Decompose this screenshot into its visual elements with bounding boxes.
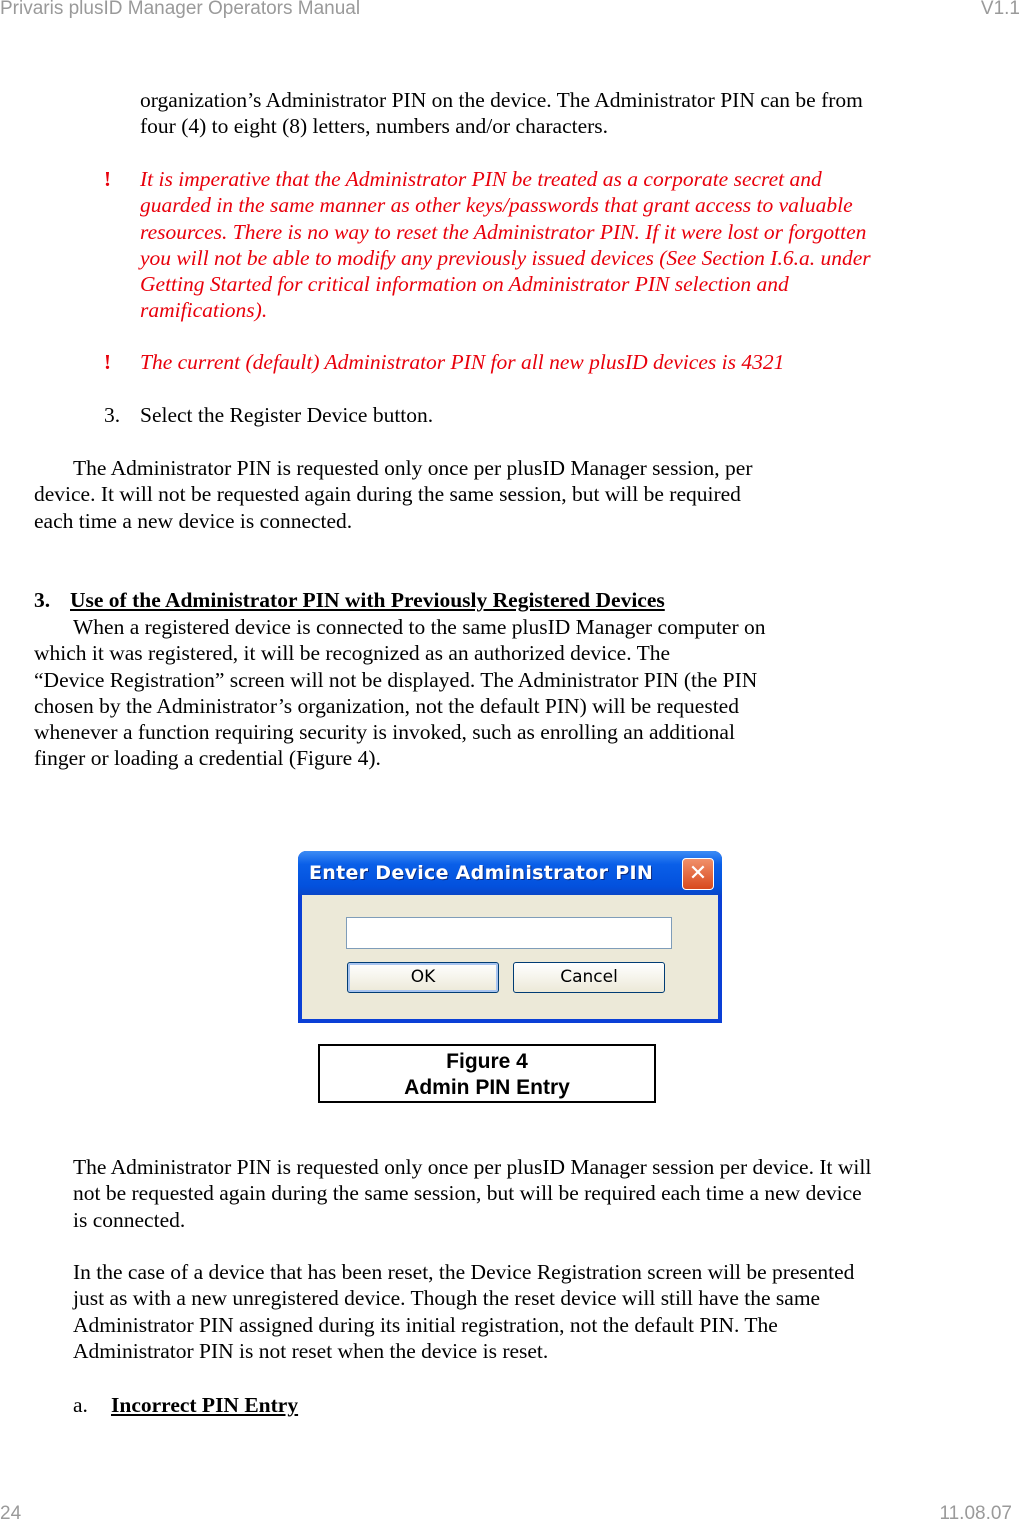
footer-date: 11.08.07: [939, 1503, 1012, 1521]
text-line: ramifications).: [140, 298, 268, 323]
ok-button[interactable]: OK: [347, 962, 499, 993]
warning-icon: !: [104, 167, 111, 191]
paragraph-registered-devices: [34, 614, 766, 772]
text-line: Administrator PIN assigned during its initial registration, not the default PIN. The: [73, 1312, 778, 1337]
text-line: each time a new device is connected.: [34, 508, 353, 533]
step-text: Select the Register Device button.: [140, 403, 434, 427]
page-number: 24: [0, 1503, 22, 1521]
text-line: whenever a function requiring security is invoked, such as enrolling an additional: [34, 720, 735, 745]
text-line: finger or loading a credential (Figure 4).: [34, 746, 381, 771]
text-line: organization’s Administrator PIN on the device. The Administrator PIN can be from: [140, 88, 863, 112]
paragraph-pin-length: [140, 87, 863, 140]
text-line: which it was registered, it will be recognized as an authorized device. The: [34, 641, 671, 666]
cancel-button[interactable]: Cancel: [513, 962, 665, 993]
text-line: In the case of a device that has been reset, the Device Registration screen will be presented: [73, 1260, 855, 1284]
text-line: “Device Registration” screen will not be displayed. The Administrator PIN (the PIN: [34, 667, 758, 692]
dialog-titlebar[interactable]: [298, 851, 722, 895]
pin-input[interactable]: [346, 917, 672, 949]
paragraph-reset-device: [73, 1259, 854, 1364]
section-heading: Use of the Administrator PIN with Previously Registered Devices: [70, 588, 665, 612]
text-line: device. It will not be requested again during the same session, but will be required: [34, 482, 741, 507]
dialog-title: Enter Device Administrator PIN: [309, 862, 654, 884]
text-line: not be requested again during the same session, but will be required each time a new device: [73, 1181, 862, 1206]
dialog-body: [302, 895, 718, 1019]
warning-default-pin: [140, 349, 784, 375]
text-line: Getting Started for critical information on Administrator PIN selection and: [140, 272, 789, 297]
figure-title: Admin PIN Entry: [404, 1076, 570, 1099]
figure-number: Figure 4: [446, 1050, 528, 1073]
admin-pin-dialog: [298, 851, 722, 1023]
text-line: The current (default) Administrator PIN for all new plusID devices is 4321: [140, 350, 785, 374]
warning-pin-secret: [140, 166, 871, 324]
text-line: just as with a new unregistered device. Though the reset device will still have the same: [73, 1286, 821, 1311]
text-line: is connected.: [73, 1207, 186, 1232]
text-line: It is imperative that the Administrator PIN be treated as a corporate secret and: [140, 167, 822, 191]
text-line: four (4) to eight (8) letters, numbers and/or characters.: [140, 114, 609, 139]
text-line: The Administrator PIN is requested only once per plusID Manager session per device. It will: [73, 1155, 872, 1179]
step-number: 3.: [104, 403, 121, 427]
subsection-letter: a.: [73, 1393, 88, 1417]
paragraph-session: [34, 455, 753, 534]
header-title: Privaris plusID Manager Operators Manual: [0, 0, 361, 19]
figure-caption: [318, 1044, 656, 1103]
paragraph-session-repeat: [73, 1154, 871, 1233]
text-line: resources. There is no way to reset the Administrator PIN. If it were lost or forgotten: [140, 219, 867, 244]
section-number: 3.: [34, 588, 51, 612]
close-icon[interactable]: ✕: [682, 858, 714, 890]
text-line: you will not be able to modify any previously issued devices (See Section I.6.a. under: [140, 245, 871, 270]
header-version: V1.1: [980, 0, 1020, 19]
text-line: Administrator PIN is not reset when the device is reset.: [73, 1338, 549, 1363]
warning-icon: !: [104, 350, 111, 374]
text-line: chosen by the Administrator’s organization, not the default PIN) will be requested: [34, 693, 739, 718]
text-line: guarded in the same manner as other keys/passwords that grant access to valuable: [140, 193, 853, 218]
text-line: When a registered device is connected to the same plusID Manager computer on: [73, 615, 766, 639]
text-line: The Administrator PIN is requested only once per plusID Manager session, per: [73, 456, 753, 480]
subsection-heading: Incorrect PIN Entry: [111, 1393, 299, 1417]
